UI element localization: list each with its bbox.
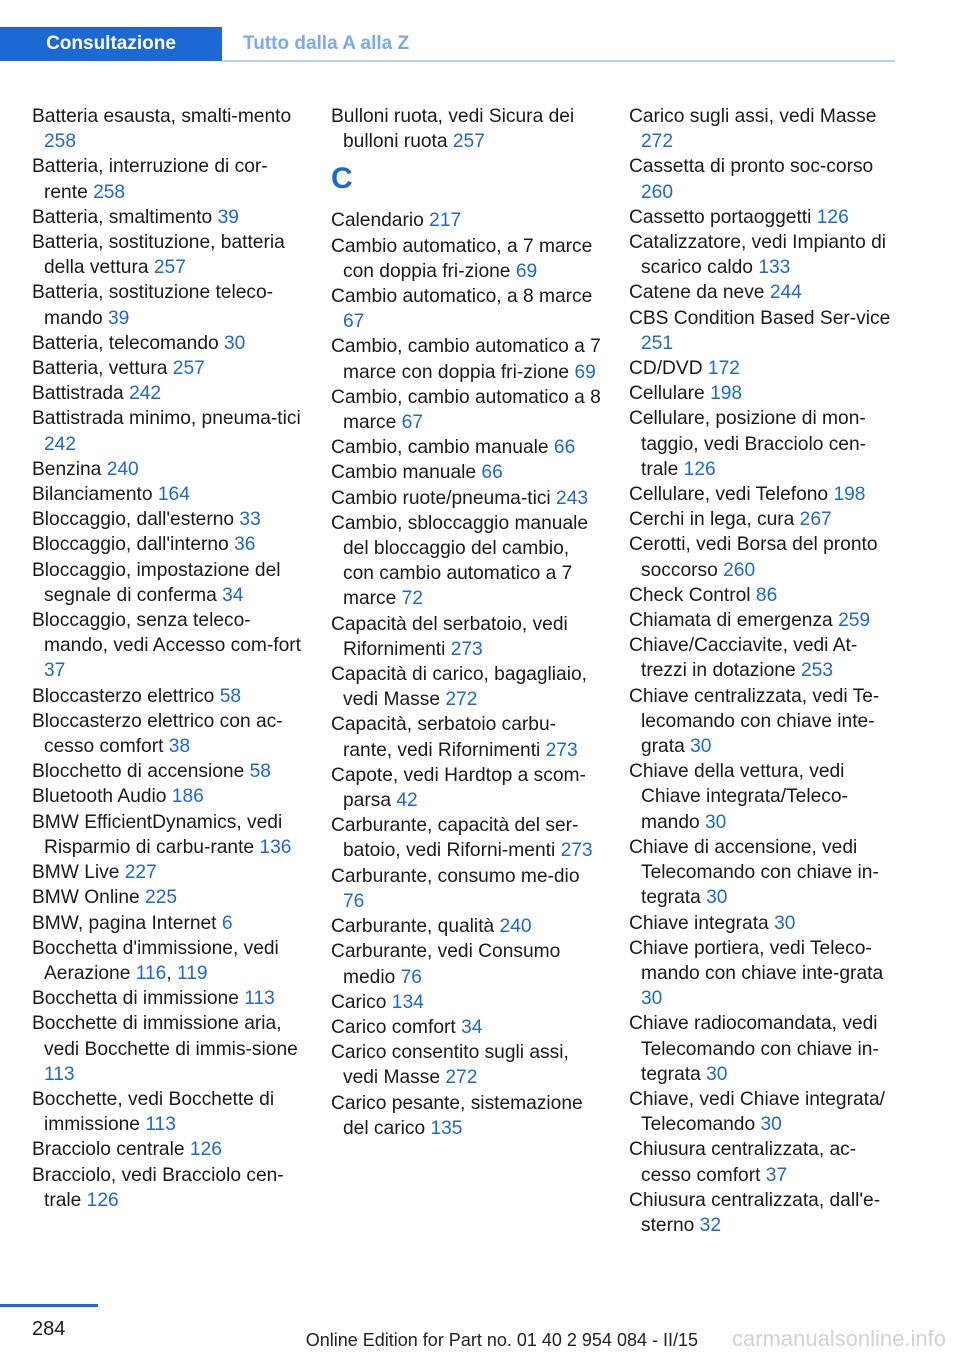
- index-entry: [629, 356, 901, 381]
- index-entry: [629, 280, 901, 305]
- index-entry: [32, 709, 304, 759]
- page-link[interactable]: 30: [641, 988, 663, 1010]
- index-entry: [629, 1188, 901, 1238]
- index-entry-text: Bilanciamento: [32, 484, 153, 506]
- watermark: carmanualsonline.info: [731, 1326, 946, 1351]
- page-link[interactable]: 260: [641, 181, 674, 203]
- index-entry-text: Cambio, cambio automatico a 8 marce: [331, 386, 601, 434]
- footer-rule: [0, 1304, 98, 1307]
- index-entry-text: Bulloni ruota, vedi Sicura dei bulloni ruota: [331, 106, 575, 153]
- page-link[interactable]: 33: [239, 509, 261, 531]
- index-entry: [32, 784, 304, 809]
- index-entry: [331, 939, 603, 989]
- page-link[interactable]: 186: [171, 786, 204, 808]
- index-entry: [629, 154, 901, 204]
- index-entry: [32, 230, 304, 280]
- index-entry: [629, 835, 901, 911]
- index-entry: [32, 331, 304, 356]
- index-entry: [629, 381, 901, 406]
- index-entry-text: Batteria, sostituzione, batteria della vettura: [32, 232, 285, 279]
- index-entry: [331, 1040, 603, 1090]
- index-entry: [32, 356, 304, 381]
- index-entry-text: Carburante, qualità: [331, 916, 495, 938]
- index-entry-text: Bocchette di immissione aria, vedi Bocchette di immis-sione: [32, 1013, 298, 1060]
- page-link[interactable]: 6: [221, 912, 233, 934]
- index-entry: [32, 1011, 304, 1087]
- index-entry: [331, 334, 603, 384]
- page-link[interactable]: 267: [799, 509, 832, 531]
- index-column-1: [32, 104, 304, 1213]
- index-entry-text: Bloccasterzo elettrico con ac-cesso comfort: [32, 710, 283, 758]
- index-entry: [331, 486, 603, 511]
- page-link[interactable]: 86: [755, 584, 778, 606]
- page-link[interactable]: 126: [816, 206, 849, 228]
- page-link[interactable]: 67: [343, 311, 365, 333]
- index-entry-text: BMW, pagina Internet: [32, 912, 217, 934]
- index-entry-text: Bracciolo, vedi Bracciolo cen-trale: [32, 1164, 284, 1211]
- index-entry: [331, 813, 603, 863]
- index-entry-text: Chiusura centralizzata, dall'e-sterno: [629, 1189, 881, 1236]
- index-entry-text: Batteria, interruzione di cor-rente: [32, 156, 268, 203]
- index-entry: [331, 864, 603, 914]
- index-entry-text: Cambio, cambio automatico a 7 marce con doppia fri-zione: [331, 336, 601, 383]
- index-entry-text: Chiave della vettura, vedi Chiave integrata/Teleco-mando: [629, 761, 848, 833]
- header-rule: [222, 60, 895, 62]
- index-entry: [629, 532, 901, 582]
- page-link[interactable]: 253: [801, 660, 834, 682]
- page-link[interactable]: 113: [244, 988, 275, 1010]
- page-number: 284: [32, 1318, 66, 1340]
- index-entry-text: Batteria esausta, smalti-mento: [32, 106, 292, 127]
- index-entry: [629, 230, 901, 280]
- index-entry: [32, 810, 304, 860]
- index-entry-text: Cambio automatico, a 7 marce con doppia fri-zione: [331, 235, 593, 282]
- index-entry-text: BMW Online: [32, 887, 140, 909]
- page-link[interactable]: 30: [774, 912, 796, 934]
- index-entry: [32, 1087, 304, 1137]
- page-link[interactable]: 126: [86, 1189, 119, 1211]
- index-entry: [629, 507, 901, 532]
- index-entry-text: Chiamata di emergenza: [629, 610, 833, 632]
- page-link[interactable]: 38: [168, 736, 191, 758]
- page-link[interactable]: 58: [249, 761, 271, 783]
- page-link[interactable]: 69: [515, 260, 538, 282]
- index-entry-text: Cambio, sbloccaggio manuale del bloccaggio del cambio, con cambio automatico a 7 marce: [331, 512, 589, 610]
- index-entry-text: Bocchette, vedi Bocchette di immissione: [32, 1088, 275, 1136]
- page-link[interactable]: 164: [157, 484, 190, 506]
- index-entry: [32, 911, 304, 936]
- index-entry: [32, 860, 304, 885]
- page-link[interactable]: 126: [683, 458, 716, 480]
- index-entry: [331, 511, 603, 612]
- index-entry: [629, 1137, 901, 1187]
- page-link[interactable]: 72: [401, 588, 423, 610]
- index-entry-text: Battistrada: [32, 383, 124, 405]
- index-entry-text: Chiave integrata: [629, 912, 769, 934]
- index-entry: [32, 1137, 304, 1162]
- index-entry-text: Capacità del serbatoio, vedi Rifornimenti: [331, 613, 568, 660]
- page-link[interactable]: 257: [172, 358, 205, 380]
- index-entry: [32, 885, 304, 910]
- index-entry-text: Cambio ruote/pneuma-tici: [331, 487, 551, 509]
- index-entry-text: Batteria, sostituzione teleco-mando: [32, 282, 274, 329]
- page-link[interactable]: 135: [430, 1117, 463, 1139]
- index-entry-text: Carburante, consumo me-dio: [331, 865, 580, 887]
- header-tab-a-z[interactable]: Tutto dalla A alla Z: [243, 33, 410, 54]
- index-entry-text: CD/DVD: [629, 358, 703, 380]
- index-entry-text: Calendario: [331, 210, 424, 232]
- page-link[interactable]: 76: [400, 966, 422, 988]
- index-entry-text: Bloccaggio, dall'esterno: [32, 509, 235, 531]
- page-link[interactable]: 257: [153, 257, 186, 279]
- page-link[interactable]: 39: [108, 307, 130, 329]
- index-entry: [629, 684, 901, 760]
- page-link[interactable]: 240: [499, 916, 532, 938]
- index-entry-text: Carico pesante, sistemazione del carico: [331, 1092, 583, 1139]
- index-entry: [331, 208, 603, 233]
- index-entry: [32, 507, 304, 532]
- page-link[interactable]: 113: [44, 1063, 75, 1085]
- index-entry: [629, 1011, 901, 1087]
- page-link[interactable]: 259: [838, 610, 871, 632]
- page-link[interactable]: 240: [106, 458, 139, 480]
- page-link[interactable]: 260: [723, 559, 756, 581]
- index-entry: [32, 205, 304, 230]
- index-entry-text: Bocchetta d'immissione, vedi Aerazione: [32, 937, 279, 984]
- index-entry-text: Check Control: [629, 584, 751, 606]
- index-entry-text: Bluetooth Audio: [32, 786, 167, 808]
- index-entry-text: Chiave centralizzata, vedi Te-lecomando con chiave inte-grata: [629, 685, 880, 758]
- index-entry: [32, 759, 304, 784]
- page-link[interactable]: 273: [545, 739, 578, 761]
- index-entry: [331, 284, 603, 334]
- page-link[interactable]: 34: [461, 1016, 483, 1038]
- index-entry: [32, 532, 304, 557]
- page-link[interactable]: 225: [145, 887, 178, 909]
- page-link[interactable]: 30: [706, 1063, 728, 1085]
- page-link[interactable]: 244: [769, 282, 802, 304]
- page-link[interactable]: 113: [145, 1114, 176, 1136]
- index-entry: [331, 712, 603, 762]
- page-link[interactable]: 30: [705, 811, 727, 833]
- index-entry: [32, 154, 304, 204]
- page-link[interactable]: 273: [450, 638, 483, 660]
- page-link[interactable]: 272: [445, 689, 478, 711]
- index-entry-text: Chiave, vedi Chiave integrata/ Telecomando: [629, 1088, 885, 1136]
- index-entry-text: Carico consentito sugli assi, vedi Masse: [331, 1042, 569, 1089]
- index-entry-text: Carico comfort: [331, 1016, 456, 1038]
- index-entry: [331, 104, 603, 154]
- page-link[interactable]: 217: [429, 210, 462, 232]
- index-entry-text: BMW EfficientDynamics, vedi Risparmio di carbu-rante: [32, 811, 283, 858]
- index-entry: [629, 482, 901, 507]
- index-column-3: [629, 104, 901, 1238]
- index-entry: Bocchetta d'immissione, vedi Aerazione 116, 119: [32, 937, 279, 984]
- index-entry-text: Bloccasterzo elettrico: [32, 685, 215, 707]
- index-entry: [629, 583, 901, 608]
- index-entry-text: Carburante, capacità del ser-batoio, vedi Riforni-menti: [331, 815, 579, 862]
- index-entry-text: Bracciolo centrale: [32, 1139, 185, 1161]
- index-entry-text: Blocchetto di accensione: [32, 761, 245, 783]
- index-entry: [629, 911, 901, 936]
- page-link[interactable]: 134: [391, 991, 424, 1013]
- index-entry-text: Cambio manuale: [331, 462, 477, 484]
- index-entry-text: Cellulare, posizione di mon-taggio, vedi Bracciolo cen-trale: [629, 408, 867, 480]
- index-entry-text: Cassetto portaoggetti: [629, 206, 812, 228]
- index-entry-text: Carico: [331, 991, 387, 1013]
- index-entry: [629, 406, 901, 482]
- header-tab-consultazione[interactable]: Consultazione: [46, 33, 176, 54]
- page-link[interactable]: 37: [44, 660, 66, 682]
- index-entry-text: Chiave radiocomandata, vedi Telecomando con chiave in-tegrata: [629, 1013, 879, 1085]
- page-link[interactable]: 242: [44, 433, 77, 455]
- index-entry-text: Chiusura centralizzata, ac-cesso comfort: [629, 1139, 857, 1186]
- index-entry-text: BMW Live: [32, 862, 120, 884]
- page-link[interactable]: 198: [710, 383, 743, 405]
- index-entry-text: Cerchi in lega, cura: [629, 509, 795, 531]
- index-entry: [331, 435, 603, 460]
- index-entry: [331, 460, 603, 485]
- index-entry: [331, 385, 603, 435]
- index-entry: [32, 1163, 304, 1213]
- index-entry-text: Capacità di carico, bagagliaio, vedi Masse: [331, 664, 587, 711]
- index-entry-text: Cambio, cambio manuale: [331, 437, 549, 459]
- index-entry: [32, 280, 304, 330]
- index-entry-text: Bloccaggio, senza teleco-mando, vedi Accesso com-fort: [32, 610, 302, 657]
- page-link[interactable]: 34: [222, 584, 244, 606]
- index-entry: [629, 759, 901, 835]
- page-link[interactable]: 36: [234, 534, 256, 556]
- index-entry-text: Battistrada minimo, pneuma-tici: [32, 408, 301, 430]
- index-entry: [629, 306, 901, 356]
- index-entry-text: Cellulare, vedi Telefono: [629, 484, 829, 506]
- index-entry: [331, 662, 603, 712]
- index-entry-text: Cassetta di pronto soc-corso: [629, 156, 874, 178]
- footer-edition: Online Edition for Part no. 01 40 2 954 084 - II/15: [305, 1330, 698, 1350]
- page-link[interactable]: 251: [641, 332, 674, 354]
- page-link[interactable]: 39: [217, 206, 239, 228]
- page-link[interactable]: 37: [765, 1164, 788, 1186]
- page-link[interactable]: 272: [445, 1067, 478, 1089]
- page-link[interactable]: 30: [690, 736, 712, 758]
- index-entry: [32, 558, 304, 608]
- index-entry: [32, 482, 304, 507]
- index-entry-text: Cellulare: [629, 383, 705, 405]
- page-link[interactable]: 243: [556, 487, 589, 509]
- page-link[interactable]: 257: [452, 131, 485, 153]
- page-link[interactable]: 273: [560, 840, 593, 862]
- page-link[interactable]: 172: [707, 358, 740, 380]
- page-link[interactable]: 69: [574, 361, 596, 383]
- index-entry: [331, 914, 603, 939]
- index-entry-text: Cerotti, vedi Borsa del pronto soccorso: [629, 534, 878, 581]
- page-link[interactable]: 116: [135, 962, 167, 984]
- index-entry: [32, 381, 304, 406]
- index-entry-text: Capacità, serbatoio carbu-rante, vedi Rifornimenti: [331, 714, 557, 761]
- index-entry: [331, 1091, 603, 1141]
- page-link[interactable]: 227: [124, 862, 157, 884]
- index-entry-text: Chiave/Cacciavite, vedi At-trezzi in dotazione: [629, 635, 858, 682]
- index-entry-text: Catalizzatore, vedi Impianto di scarico caldo: [629, 232, 887, 279]
- index-entry-text: Cambio automatico, a 8 marce: [331, 286, 593, 308]
- page-link[interactable]: 30: [706, 887, 728, 909]
- index-entry-text: Batteria, smaltimento: [32, 206, 213, 228]
- page-link[interactable]: 67: [401, 412, 423, 434]
- page-link[interactable]: 58: [219, 685, 242, 707]
- index-entry: [629, 936, 901, 1012]
- page-link[interactable]: 32: [699, 1214, 722, 1236]
- index-entry: [331, 612, 603, 662]
- index-entry-text: Bloccaggio, dall'interno: [32, 534, 229, 556]
- index-entry: [629, 205, 901, 230]
- index-entry-text: Carico sugli assi, vedi Masse: [629, 106, 877, 127]
- index-entry-text: Catene da neve: [629, 282, 765, 304]
- page-link[interactable]: 258: [44, 131, 77, 153]
- index-entry: [32, 684, 304, 709]
- page-link[interactable]: 42: [396, 790, 418, 812]
- index-entry: [32, 608, 304, 684]
- page-link[interactable]: 133: [758, 257, 791, 279]
- index-entry-text: Chiave di accensione, vedi Telecomando con chiave in-tegrata: [629, 836, 879, 909]
- index-entry: [629, 104, 901, 154]
- index-entry-text: Bocchetta di immissione: [32, 988, 239, 1010]
- index-column-2: [331, 104, 603, 1141]
- page-link[interactable]: 136: [259, 836, 292, 858]
- section-letter: C: [331, 162, 353, 196]
- index-entry: [331, 1015, 603, 1040]
- page-link[interactable]: 30: [224, 332, 246, 354]
- index-entry: [32, 986, 304, 1011]
- page-link[interactable]: 76: [343, 890, 365, 912]
- index-entry-text: CBS Condition Based Ser-vice: [629, 307, 891, 329]
- index-entry: [32, 406, 304, 456]
- index-entry-text: Chiave portiera, vedi Teleco-mando con chiave inte-grata: [629, 937, 884, 984]
- index-entry: [331, 990, 603, 1015]
- page-link[interactable]: 66: [481, 462, 503, 484]
- index-entry: [629, 608, 901, 633]
- index-entry-text: Capote, vedi Hardtop a scom-parsa: [331, 764, 586, 812]
- index-entry-text: Batteria, vettura: [32, 358, 168, 380]
- index-entry: [629, 1087, 901, 1137]
- index-entry-text: Bloccaggio, impostazione del segnale di conferma: [32, 559, 281, 606]
- page-link[interactable]: 119: [177, 962, 208, 984]
- index-entry: [629, 633, 901, 683]
- page-link[interactable]: 272: [641, 131, 674, 153]
- index-entry: [331, 763, 603, 813]
- index-entry-text: Batteria, telecomando: [32, 332, 219, 354]
- page-link[interactable]: 258: [93, 181, 126, 203]
- index-entry-text: Carburante, vedi Consumo medio: [331, 941, 561, 988]
- index-entry: [32, 457, 304, 482]
- index-entry: [32, 104, 304, 154]
- page-link[interactable]: 242: [129, 383, 162, 405]
- index-entry-text: Benzina: [32, 458, 102, 480]
- index-entry: [331, 234, 603, 284]
- page-link[interactable]: 198: [833, 484, 866, 506]
- page-link[interactable]: 30: [760, 1114, 782, 1136]
- page-link[interactable]: 66: [553, 437, 576, 459]
- page-link[interactable]: 126: [189, 1139, 222, 1161]
